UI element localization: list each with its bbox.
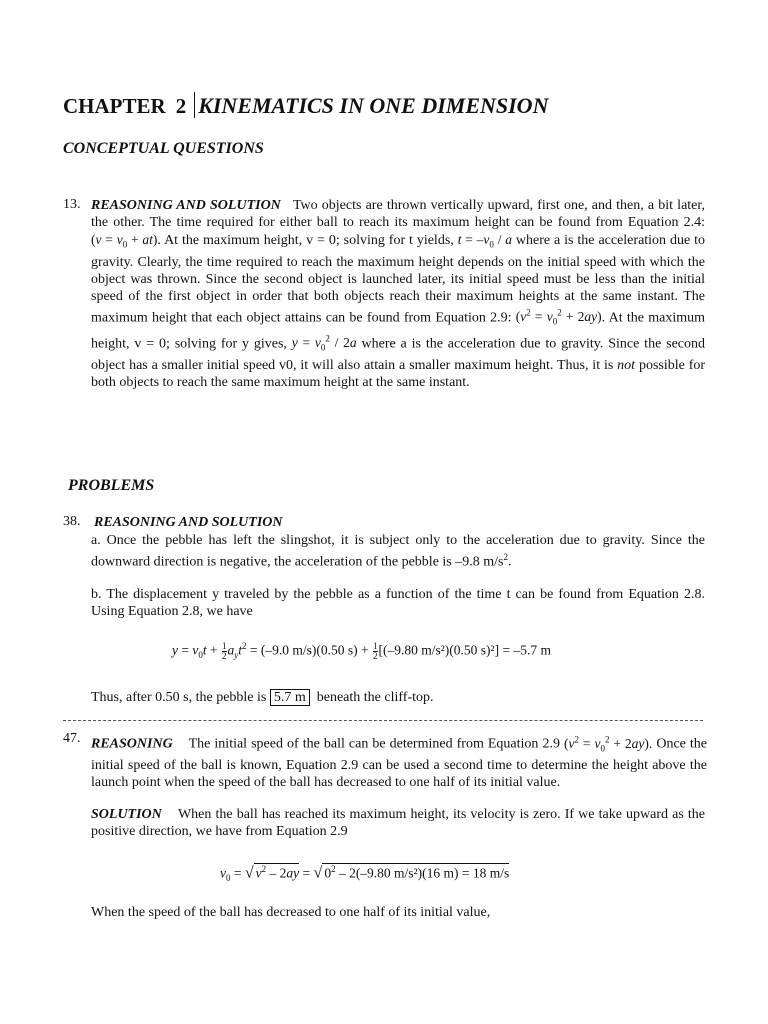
q13-text-6: possible for both objects to reach the same maximum height at the same instant. <box>91 358 706 391</box>
problem-number: 47. <box>63 731 81 746</box>
chapter-label: CHAPTER <box>63 94 166 118</box>
q13-text-3: where a is the acceleration due to gravity. Clearly, the time required to reach the maximum height depends on the initial speed with which the object was thrown. Since the second object is launched later, its initial speed must be less than the initial speed of the first object in order that both objects reach their maximum heights at the same instant. The maximum height that each object attains can be found from Equation 2.9: <box>91 233 705 326</box>
p47-solution-text: When the ball has reached its maximum height, its velocity is zero. If we take upward as the positive direction, we have from Equation 2.9 <box>91 807 705 839</box>
q13-text-4: . At the maximum height, v = 0; solving for y gives, <box>91 310 706 352</box>
p38-part-a-text: a. Once the pebble has left the slingshot, it is subject only to the acceleration due to gravity. Since the downward direction is negative, the acceleration of the pebble is –9.8 m/s <box>91 533 705 570</box>
q13-not-emphasis: not <box>617 358 636 374</box>
p38-label: REASONING AND SOLUTION <box>94 515 283 530</box>
p38-equation-values: = (–9.0 m/s)(0.50 s) + <box>249 642 369 658</box>
p38-result-post: beneath the cliff-top. <box>316 690 434 705</box>
solution-label: SOLUTION <box>91 807 162 822</box>
p47-equation-tail: – 2(–9.80 m/s²)(16 m) = 18 m/s <box>338 865 510 881</box>
p47-equation: $v_0$ = √ $v^2 - 2ay$ = √ $0^2 - 2(-9.80$ m/s²)(16 m) = 18 m/s <box>220 864 510 884</box>
question-number: 13. <box>63 197 81 212</box>
equation-2-4: $(v = v_0 + at)$ <box>91 232 158 250</box>
header-divider <box>194 92 195 118</box>
reasoning-solution-label: REASONING AND SOLUTION <box>91 198 281 213</box>
equation-2-9: $(v^2 = v_0^2 + 2ay)$ <box>515 307 602 327</box>
p47-solution <box>91 806 705 840</box>
section-heading-problems: PROBLEMS <box>68 477 155 494</box>
chapter-header <box>63 92 548 119</box>
p47-reasoning <box>91 731 707 791</box>
p38-result <box>91 689 434 706</box>
p47-closing: When the speed of the ball has decreased to one half of its initial value, <box>91 905 491 920</box>
p47-reasoning-text-1: The initial speed of the ball can be determined from Equation 2.9 <box>188 736 560 752</box>
equation-2-9-inline: $(v^2 = v_0^2 + 2ay)$. <box>564 734 653 754</box>
chapter-number: 2 <box>175 94 187 118</box>
q13-text-5: where a is the acceleration due to gravity. Since the second object has a smaller initial speed v0, it will also attain a smaller maximum height. Thus, it is <box>91 336 706 374</box>
q13-text-1: Two objects are thrown vertically upward, first one, and then, a bit later, the other. The time required for either ball to reach its maximum height can be found from Equation 2.4: <box>91 198 705 230</box>
p38-equation: $y = v_0t$ + $\frac{1}{2}$ $a_yt^2 = (-9.0$ m/s)(0.50 s) + $\frac{1}{2}$ [(–9.80 m/s²)(0.50 s)²] = –5.7 m <box>172 640 551 661</box>
p38-result-pre: Thus, after 0.50 s, the pebble is <box>91 690 267 705</box>
reasoning-label: REASONING <box>91 736 173 752</box>
p38-part-b: b. The displacement y traveled by the pebble as a function of the time t can be found from Equation 2.8. Using Equation 2.8, we have <box>91 587 705 619</box>
p38-part-a: a. Once the pebble has left the slingshot, it is subject only to the acceleration due to gravity. Since the downward direction is negative, the acceleration of the pebble is –9.8 $m/s^2$. <box>91 533 705 570</box>
p47-reasoning-text-2: Once the initial speed of the ball is known, Equation 2.9 can be used a second time to determine the height above the launch point when the speed of the ball has decreased to one half of its initial value. <box>91 736 708 791</box>
question-13-body <box>91 197 705 391</box>
chapter-title: KINEMATICS IN ONE DIMENSION <box>198 93 549 118</box>
equation-y-solution: $y = v_0^2 / 2a$ <box>291 333 357 354</box>
section-heading-conceptual: CONCEPTUAL QUESTIONS <box>63 140 264 157</box>
problem-divider <box>63 720 703 721</box>
p38-equation-values-2: [(–9.80 m/s²)(0.50 s)²] = –5.7 m <box>378 642 551 658</box>
q13-text-2: . At the maximum height, v = 0; solving for t yields, <box>157 233 454 248</box>
problem-number: 38. <box>63 514 81 529</box>
equation-t-solution: $t = -v_0 / a$ <box>457 232 512 250</box>
answer-box: 5.7 m <box>270 689 310 706</box>
